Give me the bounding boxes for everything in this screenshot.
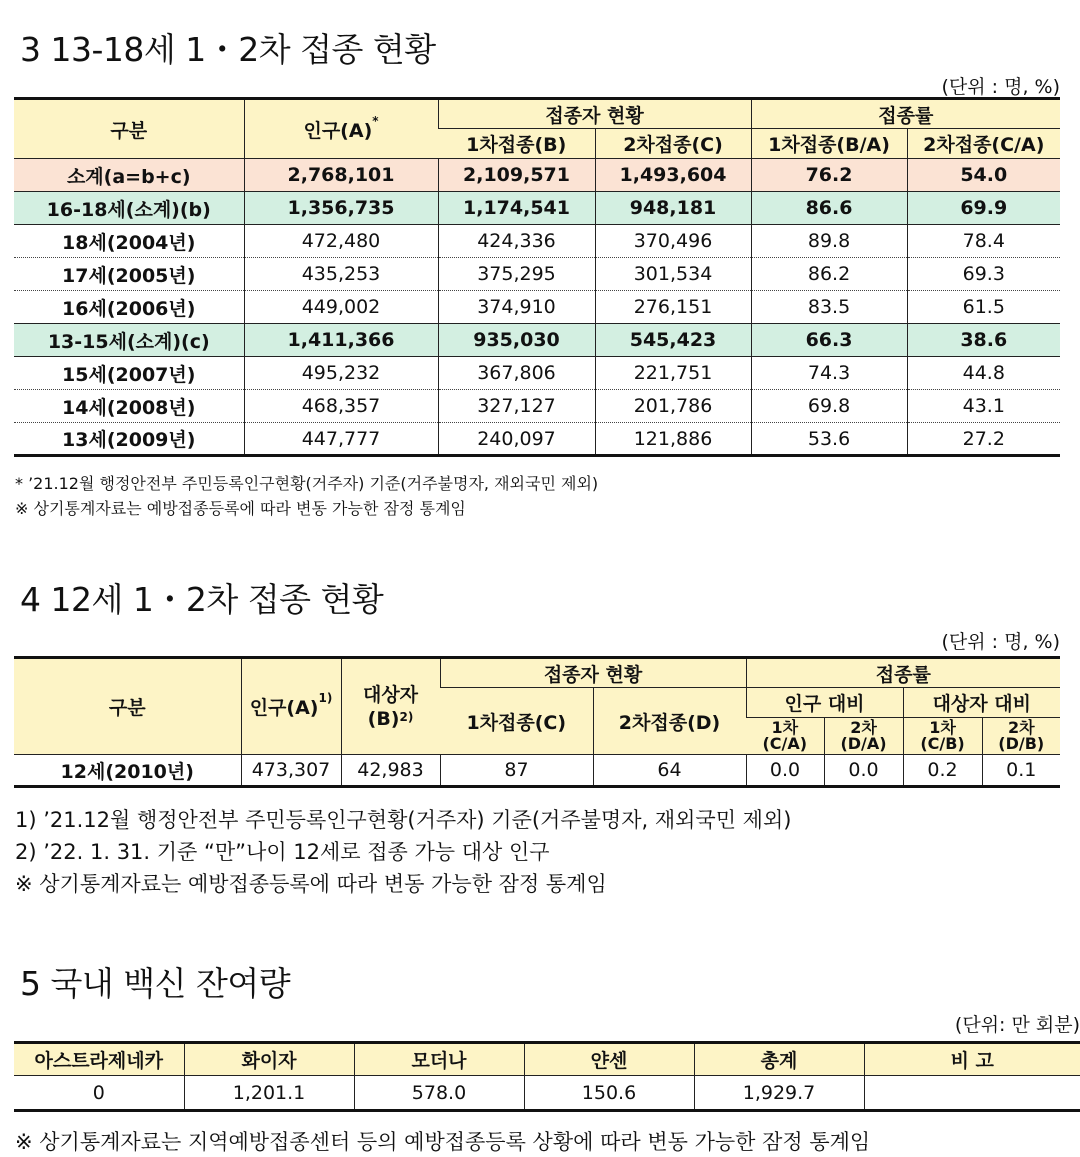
header-remarks: 비 고 [864,1043,1080,1076]
row-dose2: 121,886 [595,423,751,456]
row-rate1: 76.2 [751,159,907,192]
header-sub-1: 1차 (C/A) [746,718,824,755]
table-vaccine-stock [14,1041,1080,1112]
row-dose1: 424,336 [438,225,595,258]
section-5-note: ※ 상기통계자료는 지역예방접종센터 등의 예방접종등록 상황에 따라 변동 가능한 잠정 통계임 [15,1130,871,1154]
section-4-title: 4 12세 1・2차 접종 현황 [20,580,384,619]
row-rate2: 78.4 [907,225,1060,258]
row-population: 447,777 [244,423,438,456]
row-label: 16세(2006년) [14,291,244,324]
value-remarks [864,1076,1080,1111]
row-population: 468,357 [244,390,438,423]
header-rate1: 1차접종(B/A) [751,129,907,159]
row-dose2: 370,496 [595,225,751,258]
header-dose1: 1차접종(B) [438,129,595,159]
row-rate1: 66.3 [751,324,907,357]
section-3-note-1: * ’21.12월 행정안전부 주민등록인구현황(거주자) 기준(거주불명자, 재외국민 제외) [15,474,599,493]
row-dose1: 327,127 [438,390,595,423]
row-dose1: 240,097 [438,423,595,456]
table-row [14,357,1060,390]
row-population: 1,411,366 [244,324,438,357]
row-rate1: 86.6 [751,192,907,225]
header-dose2: 2차접종(D) [593,688,746,755]
table-row [14,390,1060,423]
section-5-unit: (단위: 만 회분) [954,1014,1080,1036]
value-total: 1,929.7 [694,1076,864,1111]
row-dose2: 64 [593,755,746,787]
row-label: 13-15세(소계)(c) [14,324,244,357]
row-label: 16-18세(소계)(b) [14,192,244,225]
row-dose1: 367,806 [438,357,595,390]
row-rate2: 38.6 [907,324,1060,357]
section-4-unit: (단위 : 명, %) [941,631,1060,653]
table-row-subtotal-16-18 [14,192,1060,225]
row-population: 472,480 [244,225,438,258]
row-dose1: 375,295 [438,258,595,291]
value-janssen: 150.6 [524,1076,694,1111]
row-rate1: 83.5 [751,291,907,324]
row-label: 17세(2005년) [14,258,244,291]
row-dose2: 201,786 [595,390,751,423]
row-dose2: 545,423 [595,324,751,357]
section-3-note-2: ※ 상기통계자료는 예방접종등록에 따라 변동 가능한 잠정 통계임 [15,499,466,518]
row-dose2: 1,493,604 [595,159,751,192]
header-rate-group: 접종률 [751,99,1060,129]
header-category: 구분 [14,99,244,159]
row-rate-ca: 0.0 [746,755,824,787]
header-janssen: 얀센 [524,1043,694,1076]
section-4-note-3: ※ 상기통계자료는 예방접종등록에 따라 변동 가능한 잠정 통계임 [15,872,607,896]
header-sub-2: 2차 (D/A) [824,718,903,755]
table-row [14,1076,1080,1111]
row-rate2: 44.8 [907,357,1060,390]
header-population: 인구(A)* [244,99,438,159]
row-rate-da: 0.0 [824,755,903,787]
row-dose2: 221,751 [595,357,751,390]
value-moderna: 578.0 [354,1076,524,1111]
row-dose2: 301,534 [595,258,751,291]
row-population: 495,232 [244,357,438,390]
table-row [14,225,1060,258]
row-population: 2,768,101 [244,159,438,192]
row-rate-cb: 0.2 [903,755,982,787]
row-dose1: 935,030 [438,324,595,357]
row-dose2: 276,151 [595,291,751,324]
header-population: 인구$(A)^{1)}$ [241,658,341,755]
row-rate1: 69.8 [751,390,907,423]
row-dose2: 948,181 [595,192,751,225]
header-sub-3: 1차 (C/B) [903,718,982,755]
row-rate-db: 0.1 [982,755,1060,787]
header-vs-population: 인구 대비 [746,688,903,718]
row-population: 435,253 [244,258,438,291]
table-12-vaccination [14,656,1060,788]
table-row-subtotal-13-15 [14,324,1060,357]
section-4-note-1: 1) ’21.12월 행정안전부 주민등록인구현황(거주자) 기준(거주불명자, 재외국민 제외) [15,808,792,832]
table-13-18-vaccination [14,97,1060,457]
header-target: 대상자 $(B)^{2)}$ [341,658,440,755]
header-rate-group: 접종률 [746,658,1060,688]
section-5-title: 5 국내 백신 잔여량 [20,964,291,1003]
row-rate1: 89.8 [751,225,907,258]
value-astrazeneca: 0 [14,1076,184,1111]
row-label: 18세(2004년) [14,225,244,258]
table-row [14,258,1060,291]
row-rate2: 27.2 [907,423,1060,456]
table-row [14,291,1060,324]
header-vaccinated-group: 접종자 현황 [438,99,751,129]
row-target: 42,983 [341,755,440,787]
header-vs-target: 대상자 대비 [903,688,1060,718]
row-rate2: 54.0 [907,159,1060,192]
row-label: 13세(2009년) [14,423,244,456]
header-vaccinated-group: 접종자 현황 [440,658,746,688]
row-rate2: 69.9 [907,192,1060,225]
row-rate2: 61.5 [907,291,1060,324]
table-row [14,423,1060,456]
header-category: 구분 [14,658,241,755]
row-dose1: 87 [440,755,593,787]
row-rate1: 86.2 [751,258,907,291]
row-rate2: 43.1 [907,390,1060,423]
header-astrazeneca: 아스트라제네카 [14,1043,184,1076]
section-3-title: 3 13-18세 1・2차 접종 현황 [20,30,436,69]
row-label: 소계(a=b+c) [14,159,244,192]
row-dose1: 374,910 [438,291,595,324]
row-population: 473,307 [241,755,341,787]
header-rate2: 2차접종(C/A) [907,129,1060,159]
row-label: 15세(2007년) [14,357,244,390]
header-moderna: 모더나 [354,1043,524,1076]
header-dose1: 1차접종(C) [440,688,593,755]
row-dose1: 1,174,541 [438,192,595,225]
header-total: 총계 [694,1043,864,1076]
section-3-unit: (단위 : 명, %) [941,76,1060,98]
row-rate1: 53.6 [751,423,907,456]
section-4-note-2: 2) ’22. 1. 31. 기준 “만”나이 12세로 접종 가능 대상 인구 [15,840,550,864]
row-population: 1,356,735 [244,192,438,225]
value-pfizer: 1,201.1 [184,1076,354,1111]
row-dose1: 2,109,571 [438,159,595,192]
table-row-total [14,159,1060,192]
row-rate1: 74.3 [751,357,907,390]
header-sub-4: 2차 (D/B) [982,718,1060,755]
header-dose2: 2차접종(C) [595,129,751,159]
row-rate2: 69.3 [907,258,1060,291]
row-label: 12세(2010년) [14,755,241,787]
row-label: 14세(2008년) [14,390,244,423]
row-population: 449,002 [244,291,438,324]
table-row [14,755,1060,787]
header-pfizer: 화이자 [184,1043,354,1076]
